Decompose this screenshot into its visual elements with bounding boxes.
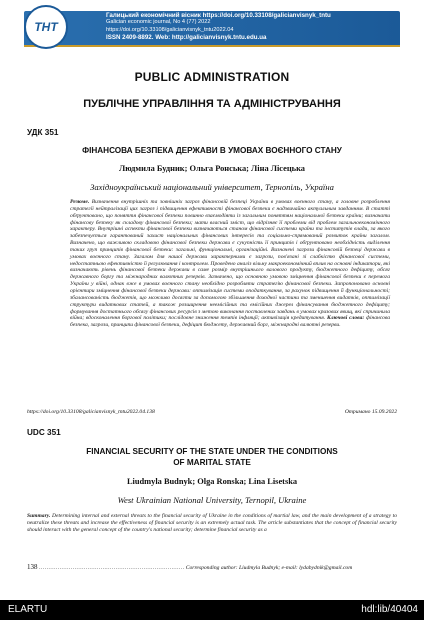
- article-title-en-line2: OF MARITAL STATE: [173, 458, 251, 467]
- section-title-uk: ПУБЛІЧНЕ УПРАВЛІННЯ ТА АДМІНІСТРУВАННЯ: [83, 98, 341, 110]
- repository-name: ELARTU: [8, 604, 48, 615]
- abstract-text: Визначення внутрішніх та зовнішніх загроз фінансовій безпеці України в умовах воєнного стану, а головне розроблення стратегії нейтралізації цих загроз і підвищення ефективності фінансової безпеки є надзвичайно актуальним завданням. В статті обґрунтовано, що поняття фінансової безпеки повинно взаємодіяти із загальним поняттям національної безпеки країни; визначати фінансову безпеку як складову фінансової безпеки; мати власний зміст, що відрізняє її проблеми від проблем загальноекономічного характеру. Внутрішні аспекти фінансової безпеки визначаються станом фінансової системи країни та інститутів влади, за якого забезпечується гарантований захист національних фінансових інтересів та соціально-спрямований розвиток країни загалом. Визначено, що важливою складовою фінансової безпеки держави є сукупність її принципів і обґрунтовано необхідність виділення таких груп принципів фінансової безпеки: загальні, функціональні, організаційні. Визначені загрози фінансовій безпеці держави в умовах воєнного стану. Загалом для нашої держави характерними є загрози, пов'язані зі слабкістю фінансової системи, недостатньою ефективністю її регулювання і контролем. Проведено аналіз вільну макроекономічний вплив на основні індикатори, які визначають рівень фінансової безпеки держави в саме розмір внутрішнього валового продукту, бюджетного дефіциту, обсяг державного боргу та міжнародних валютних резервів. Зазначено, що основною умовою зміцнення фінансової безпеки є перемога України у війні, однак вже в умовах воєнного стану необхідно розробляти стратегію фінансової безпеки. Запропоновано основні орієнтири зміцнення фінансової безпеки держави: оптимізація системи оподаткування, за рахунок підвищення її функціональності; збалансованість бюджетів, що можливо досягти за допомогою збільшення доходної частини та зменшення видатків, оптимізації структури видаткових статей, а також розширення неемісійних та емісійних джерел фінансування бюджетного дефіциту; формування достатнього обсягу фінансових ресурсів з метою виконання поставлених завдань в умовах кризових явищ, які спричинила війна; вдосконалення боргової політики; послідовне зниження темпів інфляції; активізація кредитування.: [70, 199, 390, 322]
- repository-bar: [0, 600, 424, 620]
- article-title-uk: ФІНАНСОВА БЕЗПЕКА ДЕРЖАВИ В УМОВАХ ВОЄННОГО СТАНУ: [82, 146, 342, 155]
- journal-name-en: Galician economic journal, No 4 (77) 2022: [106, 19, 211, 26]
- handle-id: hdl:lib/40404: [361, 604, 418, 615]
- logo-text: ТНТ: [34, 20, 58, 34]
- section-title-en: PUBLIC ADMINISTRATION: [134, 70, 290, 84]
- udk-code: УДК 351: [27, 128, 59, 137]
- journal-issn: ISSN 2409-8892. Web: http://galicianvisnyk.tntu.edu.ua: [106, 34, 267, 42]
- summary-label: Summary.: [27, 513, 51, 519]
- summary-en: [27, 513, 397, 534]
- journal-name-uk: Галицький економічний вісник https://doi.org/10.33108/galicianvisnyk_tntu: [106, 12, 331, 19]
- received-date: Отримано 15.09.2022: [344, 409, 397, 415]
- keywords-label: Ключові слова:: [327, 315, 365, 322]
- affiliation-uk: Західноукраїнський національний університет, Тернопіль, Україна: [90, 182, 334, 192]
- keywords-text: фінансова безпека, загрози, принципи фінансової безпеки, дефіцит бюджету, державний борг, міжнародні валютні резерви.: [70, 315, 390, 329]
- page-number: 138: [27, 563, 38, 571]
- authors-uk: Людмила Будник; Ольга Ронська; Ліна Лісецька: [119, 164, 305, 173]
- authors-en: Liudmyla Budnyk; Olga Ronska; Lina Lisetska: [126, 477, 298, 486]
- masthead-band: [24, 45, 400, 47]
- journal-masthead: [22, 5, 402, 61]
- masthead-text: [106, 12, 398, 42]
- page-footer: [27, 563, 397, 571]
- article-doi: https://doi.org/10.33108/galicianvisnyk_tntu2022.04.138: [27, 409, 155, 415]
- journal-doi: https://doi.org/10.33108/galicianvisnyk_tntu2022.04: [106, 26, 234, 33]
- university-logo: [24, 5, 68, 49]
- doi-row: [27, 409, 397, 415]
- affiliation-en: West Ukrainian National University, Ternopil, Ukraine: [117, 495, 307, 505]
- summary-text: Determining internal and external threats to the financial security of Ukraine in the conditions of martial law, and the main development of a strategy to neutralize these threats and increase the effectiveness of financial security is an extremely actual task. The article substantiates that the concept of financial security should interact with the general concept of the country's national security; determine financial security as a: [27, 513, 398, 533]
- footer-dots: ……………………………………………………………………: [38, 565, 185, 571]
- abstract-uk: [70, 199, 390, 329]
- udc-code: UDC 351: [27, 428, 61, 437]
- article-title-en-line1: FINANCIAL SECURITY OF THE STATE UNDER THE CONDITIONS: [86, 447, 338, 456]
- corresponding-author: Corresponding author: Liudmyla Budnyk; e-mail: lydabydnik@gmail.com: [185, 565, 353, 571]
- abstract-label: Резюме.: [70, 199, 90, 205]
